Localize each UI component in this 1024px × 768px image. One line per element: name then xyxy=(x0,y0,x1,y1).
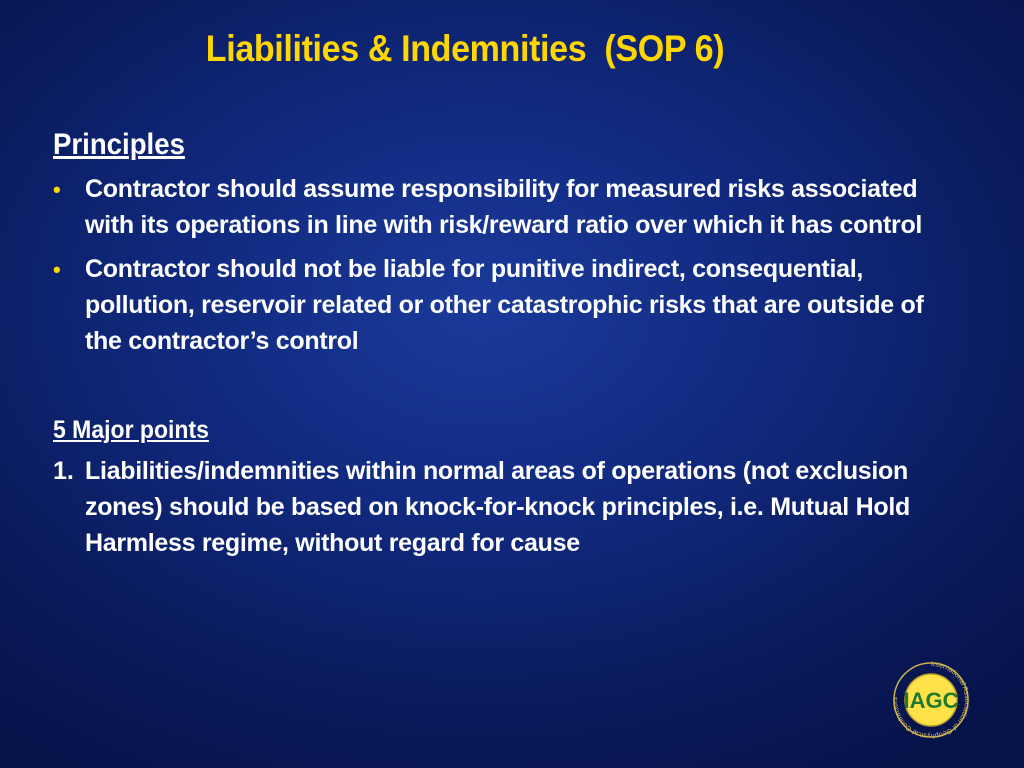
major-point-text: Liabilities/indemnities within normal areas of operations (not exclusion zones) should be based on knock-for-knock principles, i.e. Mutual Hold Harmless regime, without regard for cause xyxy=(85,457,910,557)
principle-item xyxy=(53,171,953,243)
principle-item xyxy=(53,251,953,359)
logo-ring-text: International Association of Geophysical Contractors xyxy=(891,660,971,740)
principle-text: Contractor should assume responsibility for measured risks associated with its operations in line with risk/reward ratio over which it has control xyxy=(85,175,923,239)
bullet-dot-icon: • xyxy=(53,257,61,282)
major-point-item xyxy=(53,453,953,561)
spacer xyxy=(53,359,953,415)
logo-text: IAGC xyxy=(903,688,959,713)
bullet-marker xyxy=(53,251,85,359)
principle-text: Contractor should not be liable for punitive indirect, consequential, pollution, reservoir related or other catastrophic risks that are outside of the contractor’s control xyxy=(85,255,924,355)
major-point-number: 1. xyxy=(53,457,74,485)
major-points-heading: 5 Major points xyxy=(53,416,209,444)
slide-content xyxy=(53,127,953,561)
iagc-logo-icon xyxy=(883,660,979,740)
principles-heading: Principles xyxy=(53,128,185,161)
slide-title: Liabilities & Indemnities (SOP 6) xyxy=(205,28,725,69)
bullet-marker xyxy=(53,171,85,243)
bullet-dot-icon: • xyxy=(53,177,61,202)
